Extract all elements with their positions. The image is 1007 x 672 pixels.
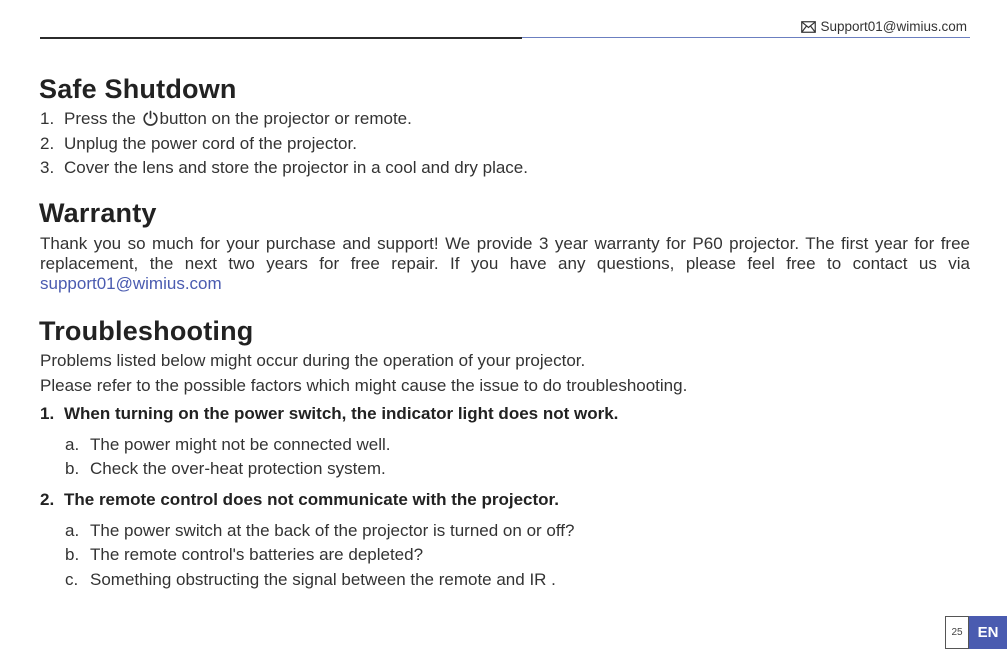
problem-2-cause-b (65, 545, 423, 565)
cause-text: Check the over-heat protection system. (90, 459, 386, 478)
header-rule-dark (40, 37, 522, 39)
problem-2-cause-a (65, 521, 574, 541)
cause-letter: b. (65, 459, 80, 478)
header-contact (801, 19, 967, 34)
troubleshooting-title: Troubleshooting (39, 316, 254, 346)
shutdown-step-2 (40, 134, 357, 154)
step-text: Unplug the power cord of the projector. (64, 134, 357, 153)
troubleshooting-intro-2: Please refer to the possible factors which might cause the issue to do troubleshooting. (40, 376, 688, 395)
cause-text: The power might not be connected well. (90, 435, 391, 454)
language-badge: EN (969, 616, 1007, 649)
envelope-icon (801, 21, 816, 33)
problem-2 (40, 490, 559, 510)
cause-letter: a. (65, 521, 80, 540)
troubleshooting-intro-1: Problems listed below might occur during the operation of your projector. (40, 351, 586, 370)
power-icon (142, 110, 159, 132)
warranty-email-link[interactable]: support01@wimius.com (40, 274, 222, 293)
problem-2-cause-c (65, 570, 556, 590)
shutdown-step-1 (40, 109, 412, 132)
safe-shutdown-title: Safe Shutdown (39, 74, 237, 104)
problem-number: 1. (40, 404, 55, 423)
step-text-before-icon: Press the (64, 109, 136, 128)
cause-text: The power switch at the back of the projector is turned on or off? (90, 521, 575, 540)
step-number: 2. (40, 134, 55, 153)
problem-1 (40, 404, 618, 424)
problem-1-cause-a (65, 435, 391, 455)
shutdown-step-3 (40, 158, 528, 178)
problem-text: When turning on the power switch, the indicator light does not work. (64, 404, 619, 423)
problem-1-cause-b (65, 459, 386, 479)
cause-letter: c. (65, 570, 79, 589)
warranty-text (40, 234, 970, 294)
problem-number: 2. (40, 490, 55, 509)
step-number: 1. (40, 109, 55, 128)
header-email-link[interactable]: Support01@wimius.com (820, 19, 967, 34)
problem-text: The remote control does not communicate with the projector. (64, 490, 559, 509)
warranty-title: Warranty (39, 198, 157, 228)
cause-text: Something obstructing the signal between the remote and IR . (90, 570, 556, 589)
step-text-after-icon: button on the projector or remote. (159, 109, 412, 128)
step-text: Cover the lens and store the projector in a cool and dry place. (64, 158, 528, 177)
cause-text: The remote control's batteries are depleted? (90, 545, 424, 564)
step-number: 3. (40, 158, 55, 177)
cause-letter: a. (65, 435, 80, 454)
page-number: 25 (945, 616, 969, 649)
warranty-body: Thank you so much for your purchase and support! We provide 3 year warranty for P60 projector. The first year for free replacement, the next two years for free repair. If you have any questions, please feel free to contact us via (40, 234, 970, 273)
cause-letter: b. (65, 545, 80, 564)
header-rule-accent (522, 37, 970, 38)
